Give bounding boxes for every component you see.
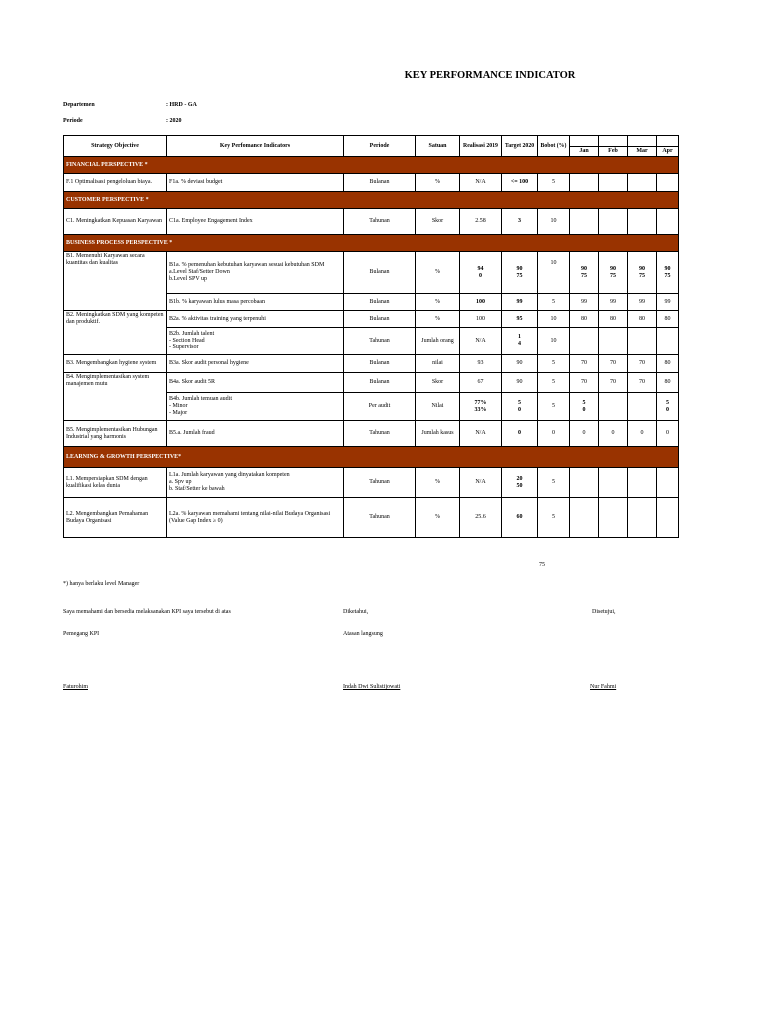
table-row: B4. Mengimplementasikan system manajemen mutu B4a. Skor audit 5R Bulanan Skor 67 90 5 70 70 70 80 <box>64 373 679 393</box>
section-learning: LEARNING & GROWTH PERSPECTIVE* <box>64 447 679 468</box>
table-row: B5. Mengimplementasikan Hubungan Industrial yang harmonis B5.a. Jumlah fraud Tahunan Jumlah kasus N/A 0 0 0 0 0 0 <box>64 421 679 447</box>
col-periode: Periode <box>344 136 416 157</box>
period-label: Periode <box>63 118 83 124</box>
col-mar: Mar <box>628 147 657 157</box>
col-bobot: Bobot (%) <box>538 136 570 157</box>
dept-label: Departemen <box>63 102 95 108</box>
table-row: B4b. Jumlah temuan audit - Minor - Major Per audit Nilai 77% 33% 5 0 5 5 0 5 0 <box>64 393 679 421</box>
col-feb: Feb <box>599 147 628 157</box>
table-row: F.1 Optimalisasi pengeloluan biaya. F1a. % deviasi budget Bulanan % N/A <= 100 5 <box>64 174 679 192</box>
footnote: *) hanya berlaku level Manager <box>63 581 140 587</box>
col-objective: Strategy Objective <box>64 136 167 157</box>
table-row: B2. Meningkatkan SDM yang kompeten dan produktif. B2a. % aktivitas training yang terpenuhi Bulanan % 100 95 10 80 80 80 80 <box>64 311 679 328</box>
table-row: C1. Meningkatkan Kepuasan Karyawan C1a. Employee Engagement Index Tahunan Skor 2.58 3 10 <box>64 209 679 235</box>
col-jan: Jan <box>570 147 599 157</box>
section-business: BUSINESS PROCESS PERSPECTIVE * <box>64 235 679 252</box>
diketahui-label: Diketahui, <box>343 609 369 615</box>
col-target: Target 2020 <box>502 136 538 157</box>
period-value: : 2020 <box>166 118 182 124</box>
kpi-table <box>63 135 679 538</box>
table-row: B1. Memenuhi Karyawan secara kuantitas dan kualitas B1a. % pemenuhan kebutuhan karyawan sesuai kebutuhan SDM a.Level Staf/Setter Down b.Level SPV up Bulanan % 94 0 90 75 10 90 75 90 75 90 75 90 75 <box>64 252 679 294</box>
atasan-label: Atasan langsung <box>343 631 383 637</box>
table-row: L2. Mengembangkan Pemahaman Budaya Organisasi L2a. % karyawan memahami tentang nilai-nilai Budaya Organisasi (Value Gap Index ≥ 0) Tahunan % 25.6 60 5 <box>64 498 679 538</box>
table-row: B3. Mengembangkan hygiene system B3a. Skor audit personal hygiene Bulanan nilai 93 90 5 70 70 70 80 <box>64 355 679 373</box>
table-row: L1. Mempersiapkan SDM dengan kualifikasi kelas dunia L1a. Jumlah karyawan yang dinyatakan kompeten a. Spv up b. Staf/Setter ke bawah Tahunan % N/A 20 50 5 <box>64 468 679 498</box>
statement: Saya memahami dan bersedia melaksanakan KPI saya tersebut di atas <box>63 609 231 615</box>
table-row: B2b. Jumlah talent - Section Head - Supervisor Tahunan Jumlah orang N/A 1 4 10 <box>64 328 679 355</box>
col-satuan: Satuan <box>416 136 460 157</box>
pemegang-label: Pemegang KPI <box>63 631 100 637</box>
table-row: B1b. % karyawan lulus masa percobaan Bulanan % 100 99 5 99 99 99 99 <box>64 294 679 311</box>
col-apr: Apr <box>657 147 679 157</box>
dept-value: : HRD - GA <box>166 102 197 108</box>
header-row <box>64 136 679 147</box>
section-financial: FINANCIAL PERSPECTIVE * <box>64 157 679 174</box>
month-header-spacer <box>570 136 599 147</box>
signature-penyetuju: Nur Fahmi <box>590 684 617 690</box>
disetujui-label: Disetujui, <box>592 609 616 615</box>
col-realisasi: Realisasi 2019 <box>460 136 502 157</box>
signature-pemegang: Faturohim <box>63 684 88 690</box>
signature-atasan: Indah Dwi Sulistijowati <box>343 684 401 690</box>
page-title: KEY PERFORMANCE INDICATOR <box>404 70 576 81</box>
col-kpi: Key Perfomance Indicators <box>167 136 344 157</box>
total-bobot: 75 <box>539 562 545 568</box>
section-customer: CUSTOMER PERSPECTIVE * <box>64 192 679 209</box>
